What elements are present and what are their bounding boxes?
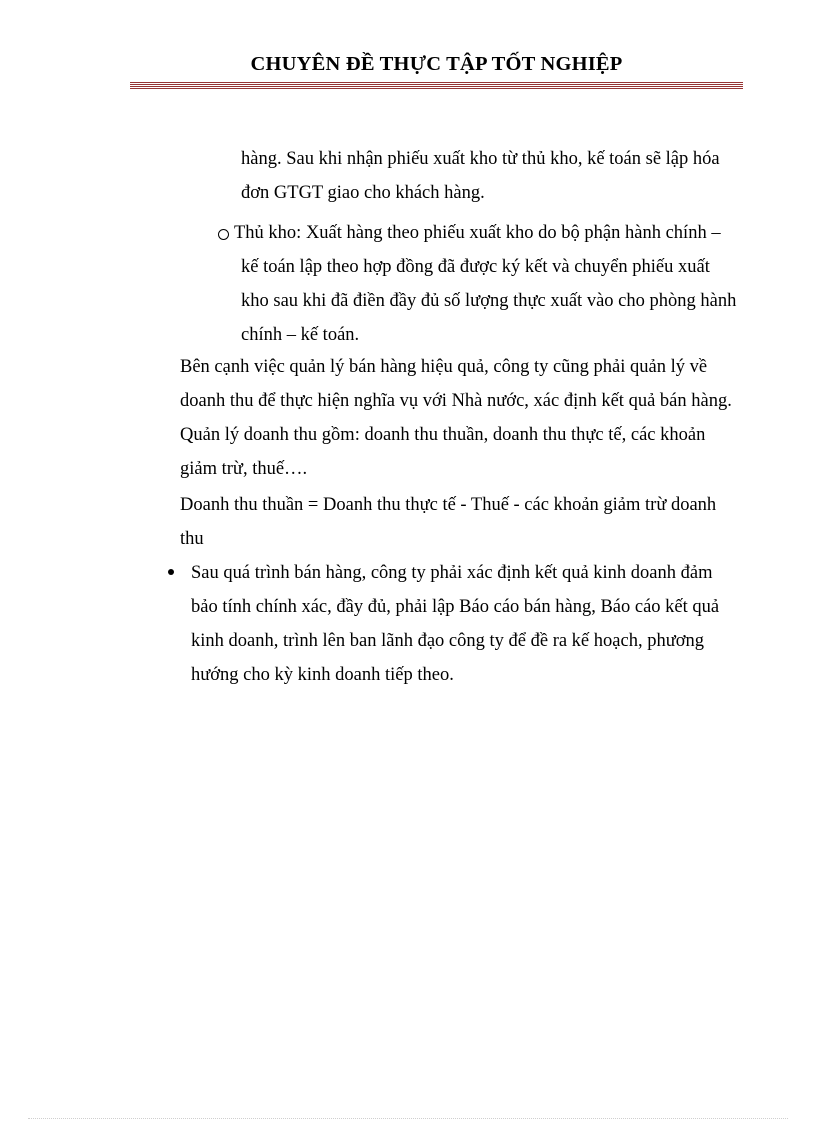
bullet-line: Sau quá trình bán hàng, công ty phải xác định kết quả kinh doanh đảm: [191, 563, 713, 583]
sub-item-line: Thủ kho: Xuất hàng theo phiếu xuất kho do bộ phận hành chính –: [234, 223, 721, 243]
bullet-line: bảo tính chính xác, đầy đủ, phải lập Báo cáo bán hàng, Báo cáo kết quả: [191, 597, 720, 617]
formula-line: thu: [180, 529, 204, 549]
page-title: CHUYÊN ĐỀ THỰC TẬP TỐT NGHIỆP: [250, 53, 623, 75]
sub-item-line: kho sau khi đã điền đầy đủ số lượng thực xuất vào cho phòng hành: [241, 291, 737, 311]
sub-item-line: chính – kế toán.: [241, 325, 360, 345]
paragraph-line: giảm trừ, thuế….: [180, 459, 308, 479]
paragraph-line: Quản lý doanh thu gồm: doanh thu thuần, doanh thu thực tế, các khoản: [180, 425, 706, 445]
page-bottom-divider: [28, 1118, 788, 1119]
bullet-line: hướng cho kỳ kinh doanh tiếp theo.: [191, 665, 454, 685]
header-divider: [130, 82, 743, 89]
paragraph-line: Bên cạnh việc quản lý bán hàng hiệu quả, công ty cũng phải quản lý về: [180, 357, 708, 377]
continuation-line: hàng. Sau khi nhận phiếu xuất kho từ thủ kho, kế toán sẽ lập hóa: [241, 149, 720, 169]
sub-item-line: kế toán lập theo hợp đồng đã được ký kết và chuyển phiếu xuất: [241, 257, 710, 277]
filled-bullet-icon: [168, 569, 174, 575]
hollow-circle-bullet-icon: [218, 229, 229, 240]
continuation-line: đơn GTGT giao cho khách hàng.: [241, 183, 485, 203]
bullet-line: kinh doanh, trình lên ban lãnh đạo công ty để đề ra kế hoạch, phương: [191, 631, 705, 651]
page-header: [130, 50, 743, 89]
formula-line: Doanh thu thuần = Doanh thu thực tế - Thuế - các khoản giảm trừ doanh: [180, 495, 717, 515]
paragraph-line: doanh thu để thực hiện nghĩa vụ với Nhà nước, xác định kết quả bán hàng.: [180, 391, 732, 411]
